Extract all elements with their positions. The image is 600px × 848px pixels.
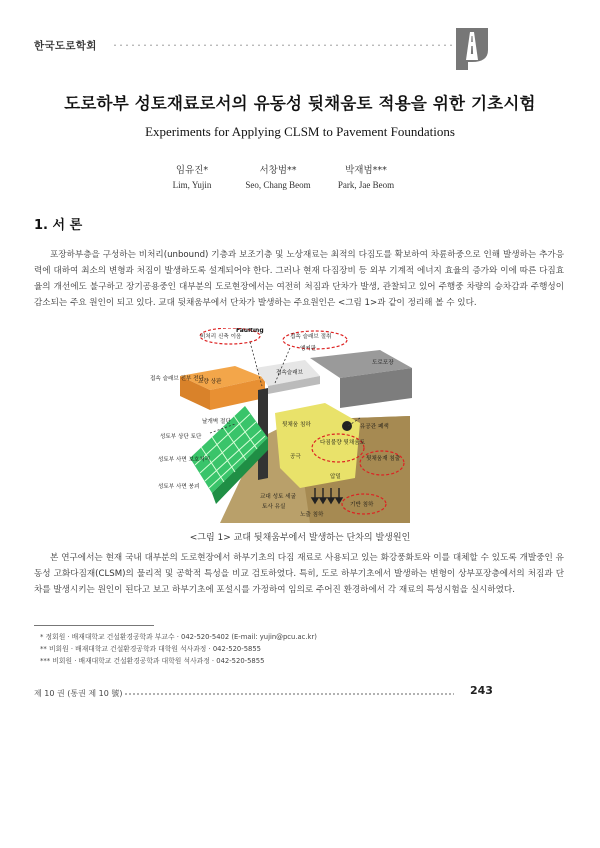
label-embank-eros: 교대 성토 세굴 bbox=[260, 494, 296, 500]
label-faulting: Faulting bbox=[236, 328, 264, 334]
page-number: 243 bbox=[470, 684, 493, 697]
author-3-en: Park, Jae Beom bbox=[337, 180, 395, 190]
intro-paragraph-1: 포장하부층을 구성하는 비처리(unbound) 기층과 보조기층 및 노상재료는 최적의 다짐도를 확보하여 차륜하중으로 인해 발생하는 추가응력에 대하여 최소의 변형과 처짐이 발생하도록 설계되어야 한다. 그러나 현재 다짐장비 등 외부 기계적 에너지 효율의 증가와 이에 따른 다짐효율의 개선에도 불구하고 장기공용중인 대부분의 도로현장에서는 여전히 처짐과 단차가 발생, 관찰되고 있어 주행중 차량의 승차감과 주행성이 감소되는 주요 원인이 되고 있다. 교대 뒷채움부에서 단차가 발생하는 주요원인은 <그림 1>과 같이 정리해 볼 수 있다. bbox=[34, 250, 564, 308]
paper-title-english: Experiments for Applying CLSM to Pavement Foundations bbox=[145, 124, 455, 139]
label-slope-fail: 성토부 사면 붕괴 bbox=[158, 484, 200, 490]
volume-info: 제 10 권 (통권 제 10 號) bbox=[34, 689, 123, 698]
label-anchor: 앵커판 bbox=[300, 346, 317, 352]
author-3 bbox=[306, 162, 426, 190]
label-approach-end: 접속 슬래브 전부 전단 bbox=[150, 376, 204, 382]
label-abutment: 교량 상판 bbox=[198, 379, 222, 385]
author-3-ko: 박재범*** bbox=[345, 165, 387, 176]
label-slab-failure: 접속 슬래브 절취 bbox=[290, 334, 332, 340]
label-drain-loss: 유공관 폐색 bbox=[360, 424, 389, 430]
author-1-ko: 임유진* bbox=[175, 165, 209, 176]
label-nonsilent: 비처리 신축 이음 bbox=[200, 334, 242, 340]
label-approach-slab: 접속슬래브 bbox=[276, 370, 304, 376]
section-heading: 1. 서 론 bbox=[34, 218, 83, 233]
label-soil-loss: 토사 유실 bbox=[262, 504, 286, 510]
author-2-ko: 서창범** bbox=[259, 165, 297, 176]
label-side-eros: 성토부 사면 보호처리 bbox=[158, 457, 211, 463]
label-settle: 노출 침하 bbox=[300, 512, 324, 518]
label-pavement: 도로포장 bbox=[372, 360, 394, 366]
label-wall-crack: 날개벽 절단 bbox=[202, 419, 231, 425]
society-header: 한국도로학회 bbox=[34, 40, 97, 52]
label-void: 공극 bbox=[290, 454, 301, 460]
label-erosion: 뒷채움재 침출 bbox=[366, 456, 401, 462]
figure-1-caption: <그림 1> 교대 뒷채움부에서 발생하는 단차의 발생원인 bbox=[189, 533, 411, 543]
footnote-rule bbox=[34, 625, 154, 626]
label-backfill-set: 뒷채움 침하 bbox=[282, 422, 311, 428]
label-compaction: 다짐불량 뒷채움토 bbox=[320, 440, 366, 446]
paper-title-korean: 도로하부 성토재료로서의 유동성 뒷채움토 적용을 위한 기초시험 bbox=[64, 94, 536, 113]
header-dotted-rule bbox=[112, 44, 452, 46]
journal-logo-icon bbox=[452, 22, 492, 72]
footnote-2: ** 비회원 · 배재대학교 건설환경공학과 대학원 석사과정 · 042-520-5855 bbox=[40, 645, 261, 653]
footnote-1: * 정회원 · 배재대학교 건설환경공학과 부교수 · 042-520-5402 (E-mail: yujin@pcu.ac.kr) bbox=[40, 633, 317, 641]
author-2-en: Seo, Chang Beom bbox=[245, 180, 311, 190]
figure-1-diagram bbox=[150, 328, 450, 523]
label-crack-up: 성토부 상단 토단 bbox=[160, 434, 202, 440]
bottom-dotted-rule bbox=[124, 693, 454, 695]
intro-paragraph-2: 본 연구에서는 현재 국내 대부분의 도로현장에서 하부기초의 다짐 재료로 사용되고 있는 화강풍화토와 이를 대체할 수 있도록 개발중인 유동성 고화다짐재(CLSM)의 물리적 및 공학적 특성을 비교 검토하였다. 특히, 도로 하부기초에서 발생하는 변형이 상부포장층에서의 처짐과 단차를 발생시키는 원인이 된다고 보고 하부기초에 포설시를 가정하여 임의로 주어진 환경하에서 각 재료의 특성시험을 실시하였다. bbox=[34, 553, 564, 595]
footnote-3: *** 비회원 · 배재대학교 건설환경공학과 대학원 석사과정 · 042-520-5855 bbox=[40, 657, 265, 665]
label-consol: 압밀 bbox=[330, 474, 341, 480]
author-1-en: Lim, Yujin bbox=[172, 180, 212, 190]
label-foundation: 기반 침하 bbox=[350, 502, 374, 508]
